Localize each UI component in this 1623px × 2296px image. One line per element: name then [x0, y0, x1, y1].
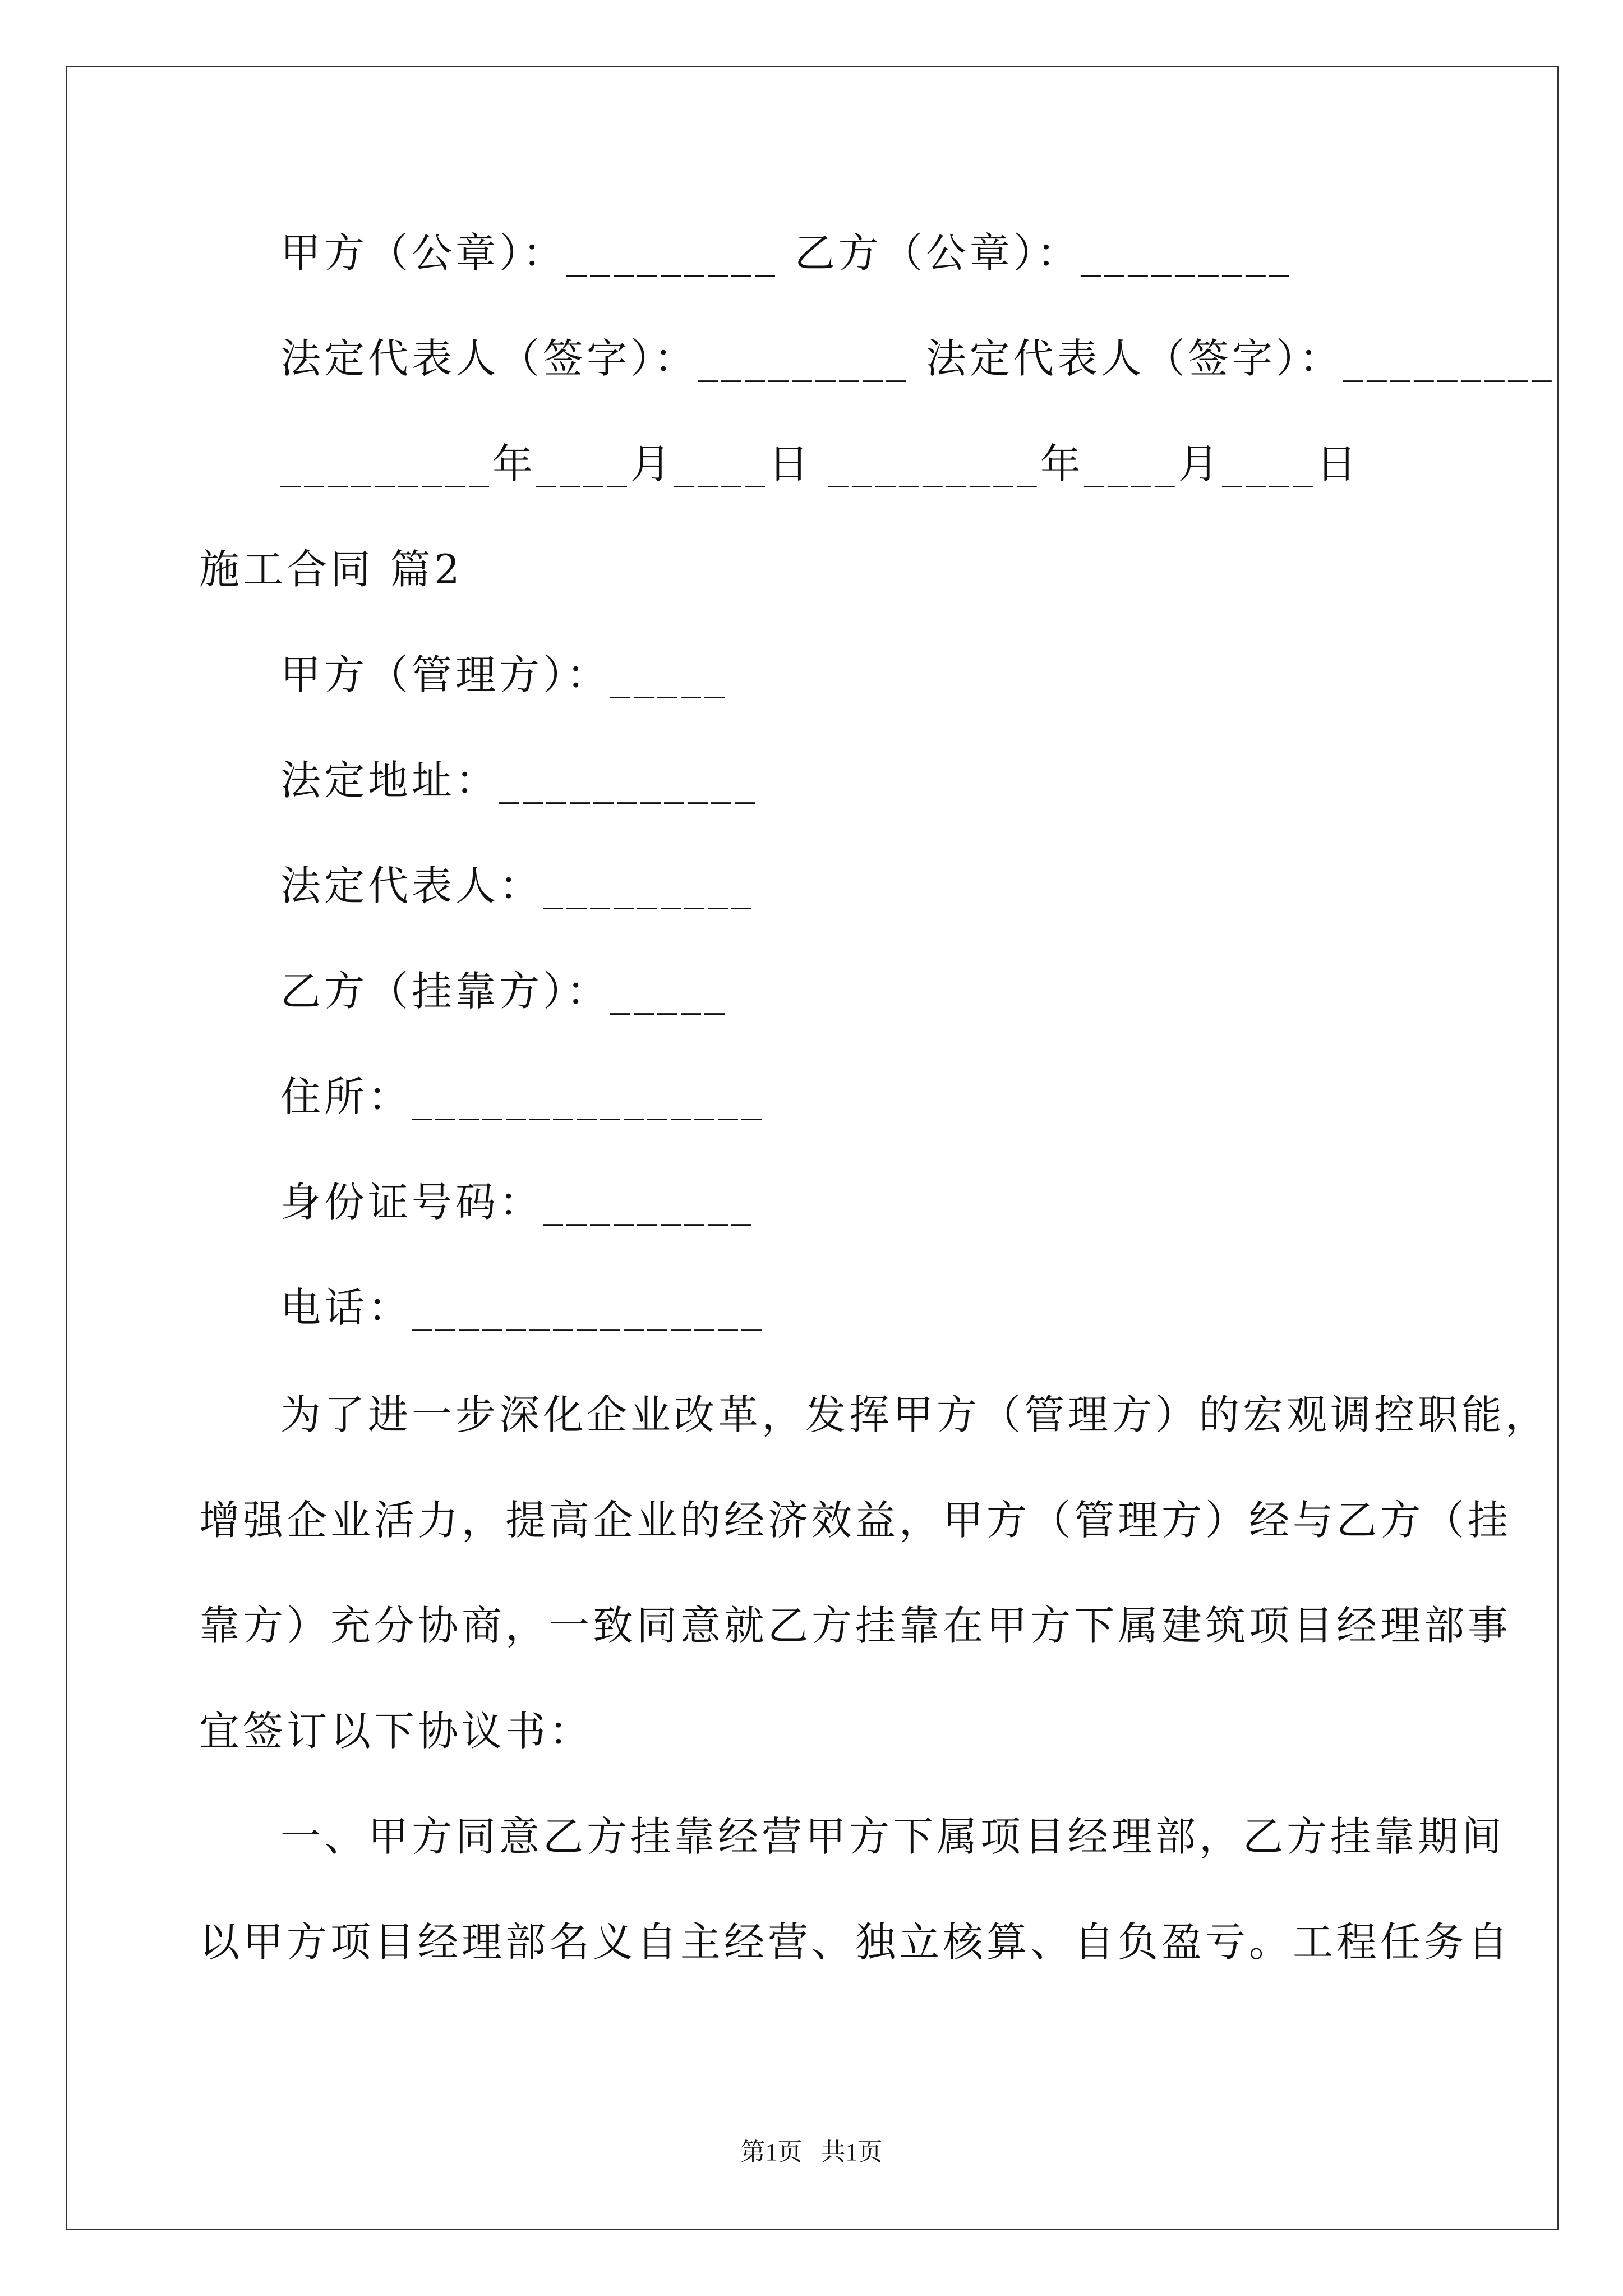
party-b-field: 乙方（挂靠方）：_____ — [280, 968, 728, 1015]
legal-rep-field: 法定代表人：_________ — [280, 862, 755, 909]
id-number-field: 身份证号码：_________ — [280, 1179, 755, 1226]
residence-field: 住所：_______________ — [280, 1073, 766, 1120]
paragraph-line: 宜签订以下协议书： — [199, 1708, 593, 1755]
page-footer: 第1页 共1页 — [740, 2138, 883, 2166]
clause-line: 以甲方项目经理部名义自主经营、独立核算、自负盈亏。工程任务自 — [199, 1918, 1512, 1966]
paragraph-line: 增强企业活力，提高企业的经济效益，甲方（管理方）经与乙方（挂 — [199, 1497, 1512, 1544]
signature-rep-line: 法定代表人（签字）：_________ 法定代表人（签字）：_________ — [280, 335, 1555, 382]
section-heading: 施工合同 篇2 — [199, 546, 463, 593]
signature-date-line: _________年____月____日 _________年____月____日 — [280, 440, 1360, 487]
signature-seal-line: 甲方（公章）：_________ 乙方（公章）：_________ — [280, 229, 1293, 277]
address-field: 法定地址：___________ — [280, 757, 759, 804]
paragraph-line: 靠方）充分协商，一致同意就乙方挂靠在甲方下属建筑项目经理部事 — [199, 1602, 1512, 1649]
clause-line: 一、甲方同意乙方挂靠经营甲方下属项目经理部，乙方挂靠期间 — [280, 1813, 1506, 1860]
page-border — [66, 66, 1559, 2230]
paragraph-line: 为了进一步深化企业改革，发挥甲方（管理方）的宏观调控职能， — [280, 1391, 1550, 1438]
party-a-field: 甲方（管理方）：_____ — [280, 651, 728, 698]
phone-field: 电话：_______________ — [280, 1284, 766, 1331]
